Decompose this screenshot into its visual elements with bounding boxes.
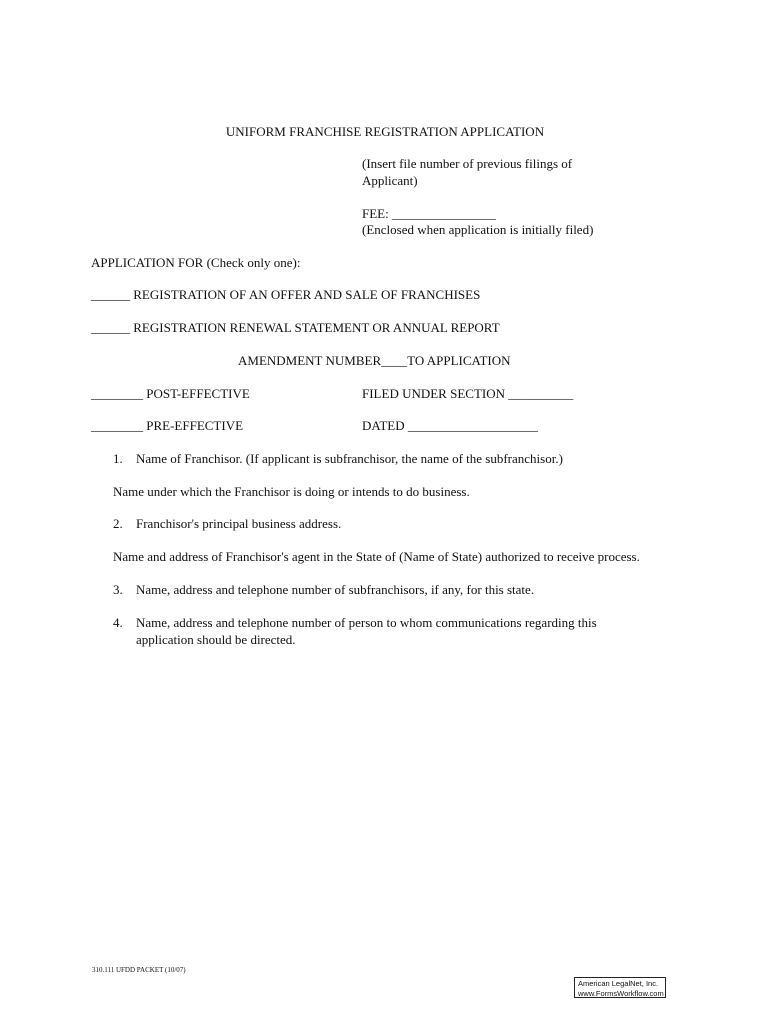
publisher-name: American LegalNet, Inc. [578,979,659,988]
form-title: UNIFORM FRANCHISE REGISTRATION APPLICATION [225,124,545,139]
item-number: 1. [113,451,123,466]
fee-field: FEE: ________________ [362,206,496,221]
filed-under-section-field: FILED UNDER SECTION __________ [362,386,574,401]
option-registration-offer-sale: ______ REGISTRATION OF AN OFFER AND SALE OF FRANCHISES [91,287,481,302]
paragraph-doing-business-name: Name under which the Franchisor is doing or intends to do business. [113,484,470,499]
item-subfranchisors: Name, address and telephone number of subfranchisors, if any, for this state. [136,582,535,597]
publisher-website: www.FormsWorkflow.com [578,988,664,998]
option-pre-effective: ________ PRE-EFFECTIVE [91,418,244,433]
item-franchisor-name: Name of Franchisor. (If applicant is subfranchisor, the name of the subfranchisor.) [136,451,563,466]
paragraph-agent-for-process: Name and address of Franchisor's agent in the State of (Name of State) authorized to receive process. [113,549,640,564]
amendment-number-line: AMENDMENT NUMBER____TO APPLICATION [238,353,511,368]
item-number: 3. [113,582,123,597]
form-code-footer: 310.111 UFDD PACKET (10/07) [92,966,186,974]
option-renewal-annual-report: ______ REGISTRATION RENEWAL STATEMENT OR ANNUAL REPORT [91,320,500,335]
item-communications-contact-line1: Name, address and telephone number of person to whom communications regarding this [136,615,597,630]
publisher-stamp [574,977,666,998]
item-communications-contact-line2: application should be directed. [136,632,296,647]
fee-enclosed-note: (Enclosed when application is initially filed) [362,222,594,237]
insert-file-number-note-line1: (Insert file number of previous filings of [362,156,573,171]
application-for-heading: APPLICATION FOR (Check only one): [91,255,301,270]
item-number: 4. [113,615,123,630]
option-post-effective: ________ POST-EFFECTIVE [91,386,250,401]
insert-file-number-note-line2: Applicant) [362,173,418,188]
item-number: 2. [113,516,123,531]
dated-field: DATED ____________________ [362,418,538,433]
item-principal-business-address: Franchisor's principal business address. [136,516,342,531]
